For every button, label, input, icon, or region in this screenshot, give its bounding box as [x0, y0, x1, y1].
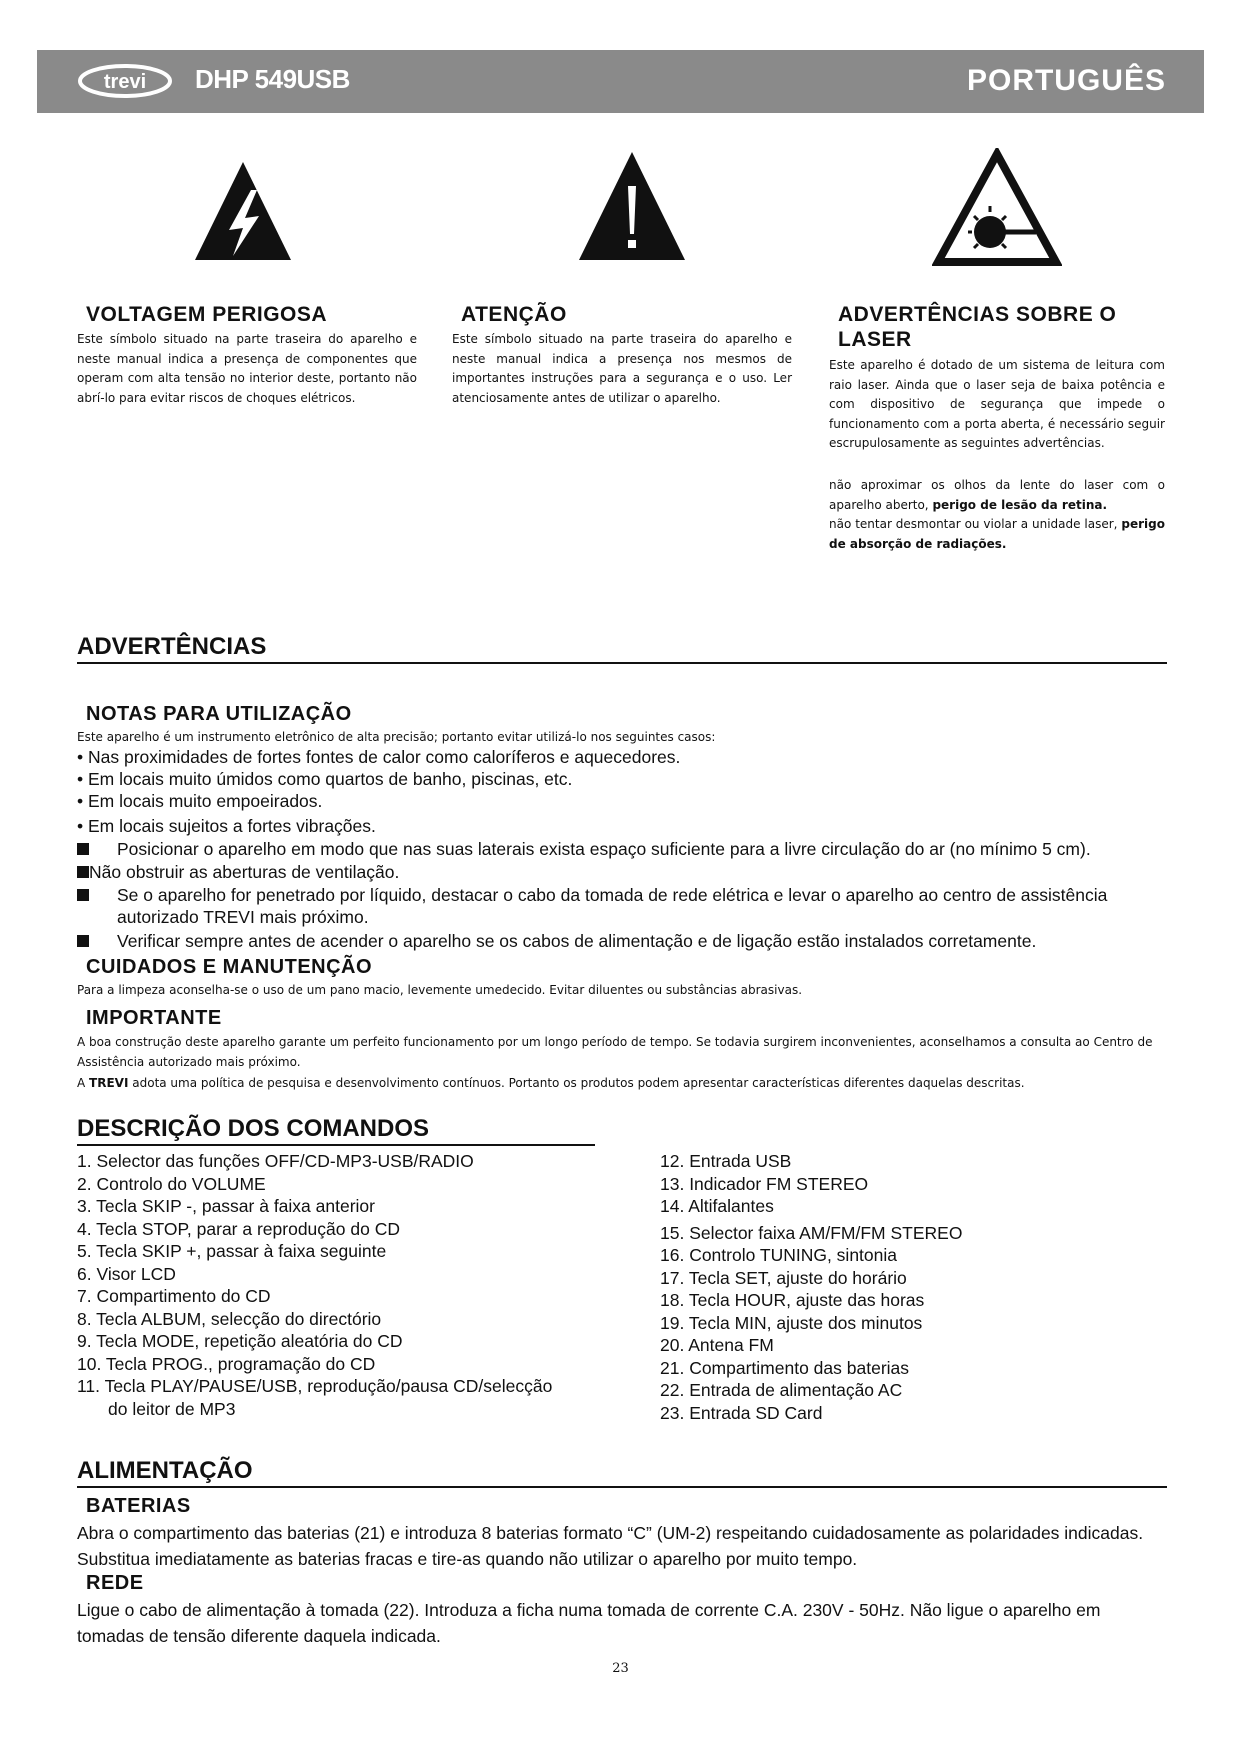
header-bar	[37, 50, 1204, 113]
bullet-item: • Em locais sujeitos a fortes vibrações.	[77, 816, 376, 836]
command-item-continuation: do leitor de MP3	[108, 1398, 236, 1419]
command-item: 10. Tecla PROG., programação do CD	[77, 1353, 376, 1374]
exclamation-triangle-icon	[577, 150, 687, 262]
command-item: 12. Entrada USB	[660, 1151, 792, 1171]
command-item: 15. Selector faixa AM/FM/FM STEREO	[660, 1222, 963, 1243]
section-divider	[77, 1486, 1167, 1488]
command-item: 23. Entrada SD Card	[660, 1402, 823, 1423]
care-title: CUIDADOS E MANUTENÇÃO	[86, 956, 373, 978]
power-title: ALIMENTAÇÃO	[77, 1457, 253, 1484]
usage-intro: Este aparelho é um instrumento eletrônico de alta precisão; portanto evitar utilizá-lo nos seguintes casos:	[77, 730, 716, 744]
command-item: 22. Entrada de alimentação AC	[660, 1380, 903, 1400]
command-item: 3. Tecla SKIP -, passar à faixa anterior	[77, 1196, 375, 1216]
bullet-item: • Em locais muito empoeirados.	[77, 791, 323, 811]
square-item-continuation: autorizado TREVI mais próximo.	[117, 907, 369, 927]
command-item: 1. Selector das funções OFF/CD-MP3-USB/RADIO	[77, 1151, 474, 1171]
command-item: 7. Compartimento do CD	[77, 1286, 271, 1306]
lightning-triangle-icon	[193, 160, 293, 262]
batteries-text: Abra o compartimento das baterias (21) e introduza 8 baterias formato “C” (UM-2) respeitando cuidadosamente as polaridades indicadas. Substitua imediatamente as baterias fracas e tire-as quando não utilizar o aparelho por muito tempo.	[77, 1523, 1144, 1569]
language-label: PORTUGUÊS	[966, 64, 1166, 97]
command-item: 11. Tecla PLAY/PAUSE/USB, reprodução/pausa CD/selecção	[77, 1376, 553, 1396]
important-title: IMPORTANTE	[86, 1007, 222, 1029]
page-number: 23	[612, 1661, 629, 1676]
command-item: 5. Tecla SKIP +, passar à faixa seguinte	[77, 1241, 387, 1261]
command-item: 2. Controlo do VOLUME	[77, 1173, 266, 1194]
svg-text:trevi: trevi	[103, 71, 147, 93]
command-item: 19. Tecla MIN, ajuste dos minutos	[660, 1312, 923, 1333]
trevi-logo	[77, 63, 173, 99]
square-item: Não obstruir as aberturas de ventilação.	[77, 861, 399, 883]
square-item: Verificar sempre antes de acender o aparelho se os cabos de alimentação e de ligação estão instalados corretamente.	[77, 930, 89, 952]
care-text: Para a limpeza aconselha-se o uso de um pano macio, levemente umedecido. Evitar diluentes ou substâncias abrasivas.	[77, 983, 803, 997]
square-item: Posicionar o aparelho em modo que nas suas laterais exista espaço suficiente para a livre circulação do ar (no mínimo 5 cm).	[77, 838, 89, 860]
command-item: 9. Tecla MODE, repetição aleatória do CD	[77, 1331, 403, 1351]
voltage-title: VOLTAGEM PERIGOSA	[86, 303, 328, 326]
laser-text: Este aparelho é dotado de um sistema de leitura com raio laser. Ainda que o laser seja de baixa potência e com dispositivo de segurança que impede o funcionamento com a porta aberta, é necessário seguir escrupulosamente as seguintes advertências.	[829, 358, 1165, 450]
commands-title: DESCRIÇÃO DOS COMANDOS	[77, 1115, 430, 1142]
usage-notes-title: NOTAS PARA UTILIZAÇÃO	[86, 703, 352, 725]
bullet-item: • Nas proximidades de fortes fontes de calor como caloríferos e aquecedores.	[77, 747, 681, 767]
square-bullet-icon	[77, 843, 89, 855]
command-item: 16. Controlo TUNING, sintonia	[660, 1245, 898, 1265]
voltage-text: Este símbolo situado na parte traseira do aparelho e neste manual indica a presença de componentes que operam com alta tensão no interior deste, portanto não abrí-lo para evitar riscos de choques elétricos.	[77, 332, 417, 405]
mains-title: REDE	[86, 1572, 144, 1594]
laser-warning-retina: não aproximar os olhos da lente do laser com o aparelho aberto, perigo de lesão da retina.	[829, 478, 1165, 512]
laser-triangle-icon	[932, 148, 1062, 268]
command-item: 18. Tecla HOUR, ajuste das horas	[660, 1290, 925, 1310]
trevi-policy-text: A TREVI adota uma política de pesquisa e desenvolvimento contínuos. Portanto os produtos podem apresentar características diferentes daquelas descritas.	[77, 1076, 1025, 1090]
laser-warning-radiation: não tentar desmontar ou violar a unidade laser, perigo de absorção de radiações.	[829, 517, 1165, 551]
model-name: DHP 549USB	[195, 64, 350, 94]
command-item: 6. Visor LCD	[77, 1263, 176, 1284]
attention-title: ATENÇÃO	[461, 303, 567, 326]
commands-left-list	[77, 1150, 552, 1420]
attention-text: Este símbolo situado na parte traseira do aparelho e neste manual indica a presença nos mesmos de importantes instruções para a segurança e o uso. Ler atenciosamente antes de utilizar o aparelho.	[452, 332, 792, 405]
laser-title-line2: LASER	[838, 328, 912, 351]
command-item: 20. Antena FM	[660, 1335, 774, 1355]
important-text: A boa construção deste aparelho garante um perfeito funcionamento por um longo período de tempo. Se todavia surgirem inconvenientes, aconselhamos a consulta ao Centro de Assistência autorizado mais próximo.	[77, 1035, 1153, 1069]
command-item: 17. Tecla SET, ajuste do horário	[660, 1267, 907, 1288]
square-item: Se o aparelho for penetrado por líquido, destacar o cabo da tomada de rede elétrica e levar o aparelho ao centro de assistência	[77, 884, 89, 906]
warnings-title: ADVERTÊNCIAS	[77, 633, 267, 660]
laser-title-line1: ADVERTÊNCIAS SOBRE O	[838, 303, 1117, 326]
command-item: 13. Indicador FM STEREO	[660, 1173, 869, 1194]
command-item: 21. Compartimento das baterias	[660, 1357, 910, 1378]
commands-right-list	[660, 1150, 962, 1424]
square-bullet-icon	[77, 889, 89, 901]
command-item: 14. Altifalantes	[660, 1196, 774, 1216]
command-item: 4. Tecla STOP, parar a reprodução do CD	[77, 1218, 400, 1239]
mains-text: Ligue o cabo de alimentação à tomada (22). Introduza a ficha numa tomada de corrente C.A. 230V - 50Hz. Não ligue o aparelho em tomadas de tensão diferente daquela indicada.	[77, 1600, 1101, 1646]
batteries-title: BATERIAS	[86, 1495, 191, 1517]
bullet-item: • Em locais muito úmidos como quartos de banho, piscinas, etc.	[77, 769, 573, 789]
command-item: 8. Tecla ALBUM, selecção do directório	[77, 1308, 382, 1329]
square-bullet-icon	[77, 866, 89, 878]
section-divider	[77, 1144, 595, 1146]
square-bullet-icon	[77, 935, 89, 947]
section-divider	[77, 662, 1167, 664]
